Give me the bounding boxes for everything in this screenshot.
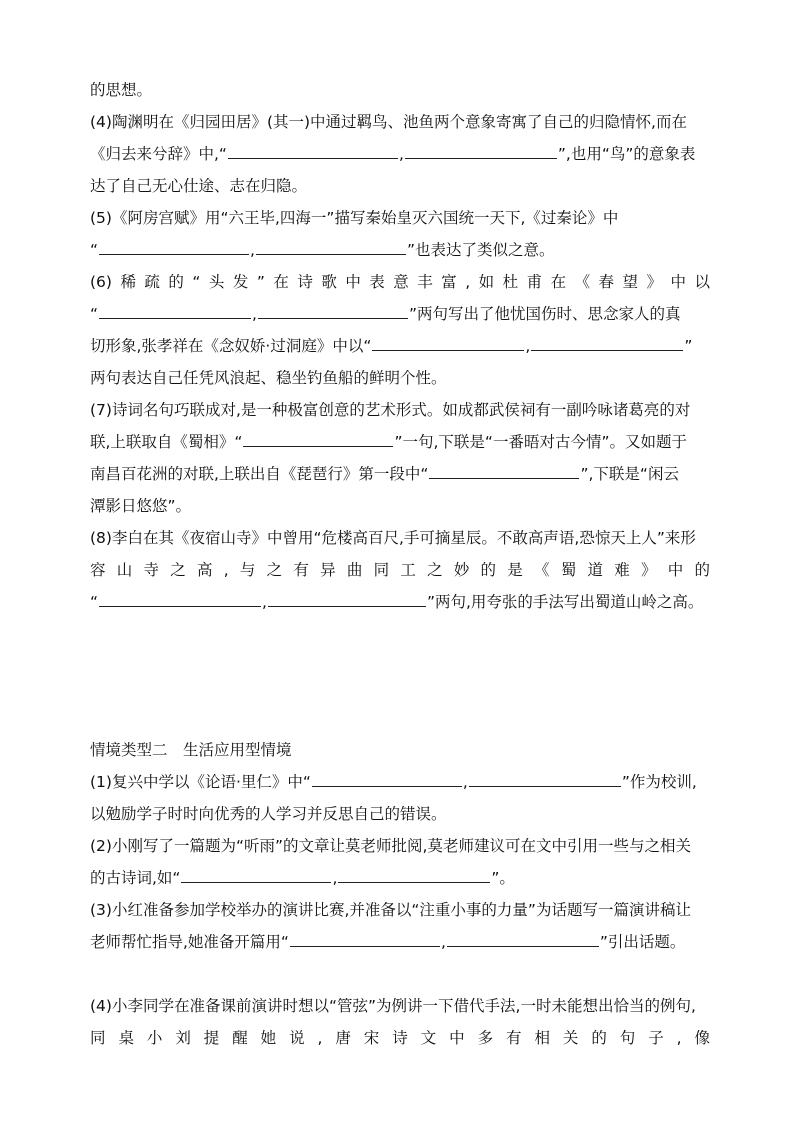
text-line: (5)《阿房宫赋》用“六王毕,四海一”描写秦始皇灭六国统一天下,《过秦论》中 [90, 209, 619, 227]
answer-blank[interactable] [99, 591, 261, 607]
answer-blank[interactable] [228, 143, 398, 159]
text-line [90, 930, 710, 954]
text-line [90, 238, 710, 262]
section-title: 情境类型二 生活应用型情境 [90, 741, 292, 759]
text-segment: “ [90, 241, 99, 259]
answer-blank[interactable] [405, 143, 557, 159]
answer-blank[interactable] [372, 335, 524, 351]
answer-blank[interactable] [99, 239, 249, 255]
text-segment: “ [90, 305, 99, 323]
text-segment: 南昌百花洲的对联,上联出自《琵琶行》第一段中“ [90, 465, 429, 483]
text-line: (8)李白在其《夜宿山寺》中曾用“危楼高百尺,手可摘星辰。不敢高声语,恐惊天上人”来形 [90, 529, 696, 547]
text-line [90, 142, 710, 166]
text-line: 两句表达自己任凭风浪起、稳坐钓鱼船的鲜明个性。 [90, 369, 447, 387]
text-segment: ”两句,用夸张的手法写出蜀道山岭之高。 [426, 593, 704, 611]
text-segment: ”。 [491, 869, 515, 887]
text-line: (4)陶渊明在《归园田居》(其一)中通过羁鸟、池鱼两个意象寄寓了自己的归隐情怀,而在 [90, 113, 687, 131]
text-segment: ”两句写出了他忧国伤时、思念家人的真 [408, 305, 681, 323]
text-segment: (1)复兴中学以《论语·里仁》中“ [90, 773, 311, 791]
text-line: 潭影日悠悠”。 [90, 497, 192, 515]
text-segment: , [262, 593, 267, 611]
answer-blank[interactable] [290, 931, 440, 947]
text-line: (2)小刚写了一篇题为“听雨”的文章让莫老师批阅,莫老师建议可在文中引用一些与之相关 [90, 837, 691, 855]
text-segment: ”,下联是“闲云 [580, 465, 679, 483]
answer-blank[interactable] [312, 771, 462, 787]
text-segment: ” [684, 337, 693, 355]
text-segment: , [440, 933, 446, 951]
answer-blank[interactable] [99, 303, 251, 319]
text-segment: ”也表达了类似之意。 [406, 241, 555, 259]
text-line [90, 866, 710, 890]
text-segment: , [462, 773, 468, 791]
answer-blank[interactable] [338, 867, 490, 883]
text-segment: , [250, 241, 255, 259]
text-segment: ”作为校训, [621, 773, 697, 791]
text-segment: ”,也用“鸟”的意象表 [557, 145, 696, 163]
text-segment: “ [90, 593, 99, 611]
answer-blank[interactable] [268, 591, 426, 607]
text-segment: 切形象,张孝祥在《念奴娇·过洞庭》中以“ [90, 337, 372, 355]
text-line: 以勉励学子时时向优秀的人学习并反思自己的错误。 [90, 805, 447, 823]
answer-blank[interactable] [469, 771, 621, 787]
text-line: 同桌小刘提醒她说,唐宋诗文中多有相关的句子,像 [90, 1029, 710, 1047]
text-line [90, 302, 710, 326]
answer-blank[interactable] [258, 303, 408, 319]
answer-blank[interactable] [429, 463, 579, 479]
text-segment: ”引出话题。 [599, 933, 686, 951]
answer-blank[interactable] [531, 335, 683, 351]
text-segment: 《归去来兮辞》中,“ [90, 145, 227, 163]
text-line [90, 430, 710, 454]
text-segment: 联,上联取自《蜀相》“ [90, 433, 243, 451]
text-line [90, 590, 710, 614]
text-segment: , [332, 869, 338, 887]
text-segment: 的古诗词,如“ [90, 869, 181, 887]
text-line [90, 334, 710, 358]
text-line: (4)小李同学在准备课前演讲时想以“管弦”为例讲一下借代手法,一时未能想出恰当的例句, [90, 997, 696, 1015]
text-line: (7)诗词名句巧联成对,是一种极富创意的艺术形式。如成都武侯祠有一副吟咏诸葛亮的对 [90, 401, 691, 419]
answer-blank[interactable] [256, 239, 406, 255]
text-line: 达了自己无心仕途、志在归隐。 [90, 177, 308, 195]
text-segment: , [525, 337, 531, 355]
answer-blank[interactable] [181, 867, 331, 883]
text-segment: , [398, 145, 404, 163]
text-line: (6)稀疏的“头发”在诗歌中表意丰富,如杜甫在《春望》中以 [90, 273, 710, 291]
answer-blank[interactable] [447, 931, 599, 947]
answer-blank[interactable] [243, 431, 393, 447]
text-line: 的思想。 [90, 81, 153, 99]
text-line: (3)小红准备参加学校举办的演讲比赛,并准备以“注重小事的力量”为话题写一篇演讲稿让 [90, 901, 691, 919]
text-line: 容山寺之高,与之有异曲同工之妙的是《蜀道难》中的 [90, 561, 710, 579]
text-line [90, 770, 710, 794]
text-segment: 老师帮忙指导,她准备开篇用“ [90, 933, 289, 951]
text-line [90, 462, 710, 486]
text-segment: , [252, 305, 257, 323]
text-segment: ”一句,下联是“一番晤对古今情”。又如题于 [394, 433, 687, 451]
